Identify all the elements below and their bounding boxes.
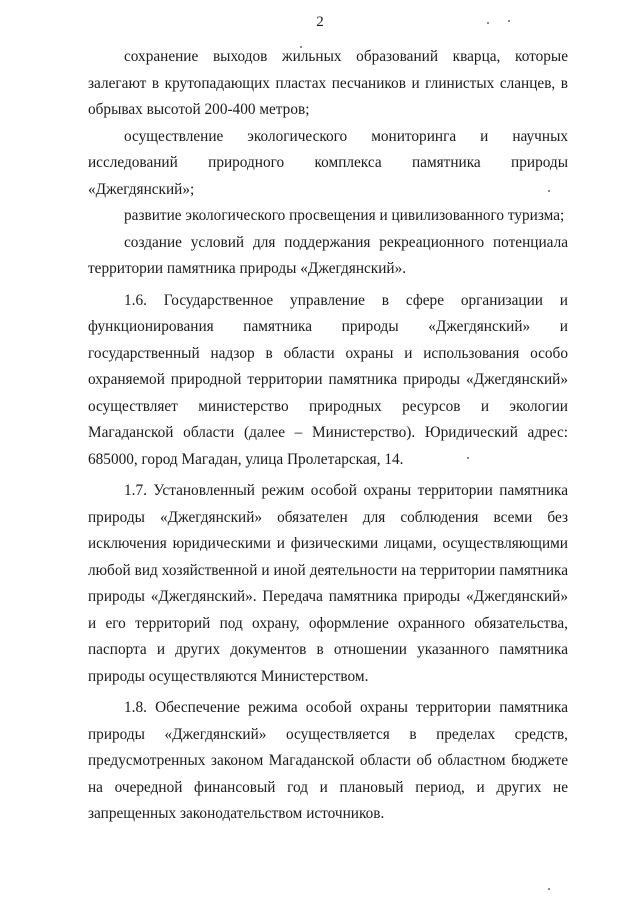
scan-speck [487,22,489,24]
scan-speck [548,888,550,890]
document-body [88,44,568,828]
paragraph-quartz-outcrops: сохранение выходов жильных образований кварца, которые залегают в крутопадающих пластах песчаников и глинистых сланцев, в обрывах высотой 200-400 метров; [88,48,568,118]
scan-speck [548,190,550,192]
scan-speck [300,46,302,48]
paragraph-recreation: создание условий для поддержания рекреационного потенциала территории памятника природы «Джегдянский». [88,233,568,277]
scan-speck [508,20,510,22]
paragraph-monitoring: осуществление экологического мониторинга и научных исследований природного комплекса памятника природы «Джегдянский»; [88,127,568,198]
page-number: 2 [316,14,324,30]
paragraph-1-6: 1.6. Государственное управление в сфере организации и функционирования памятника природы «Джегдянский» и государственный надзор в области охраны и использования особо охраняемой природной территории памятника природы «Джегдянский» осуществляет министерство природных ресурсов и экологии Магаданской области (далее – Министерство). Юридический адрес: 685000, город Магадан, улица Пролетарская, 14. [88,291,568,468]
scan-speck [467,457,469,459]
paragraph-eco-tourism: развитие экологического просвещения и цивилизованного туризма; [124,207,565,224]
paragraph-1-7: 1.7. Установленный режим особой охраны территории памятника природы «Джегдянский» обязателен для соблюдения всеми без исключения юридическими и физическими лицами, осуществляющими любой вид хозяйственной и иной деятельности на территории памятника природы «Джегдянский». Передача памятника природы «Джегдянский» и его территорий под охрану, оформление охранного обязательства, паспорта и других документов в отношении указанного памятника природы осуществляются Министерством. [88,482,568,685]
paragraph-1-8: 1.8. Обеспечение режима особой охраны территории памятника природы «Джегдянский» осуществляется в пределах средств, предусмотренных законом Магаданской области об областном бюджете на очередной финансовый год и плановый период, и других не запрещенных законодательством источников. [88,699,568,822]
